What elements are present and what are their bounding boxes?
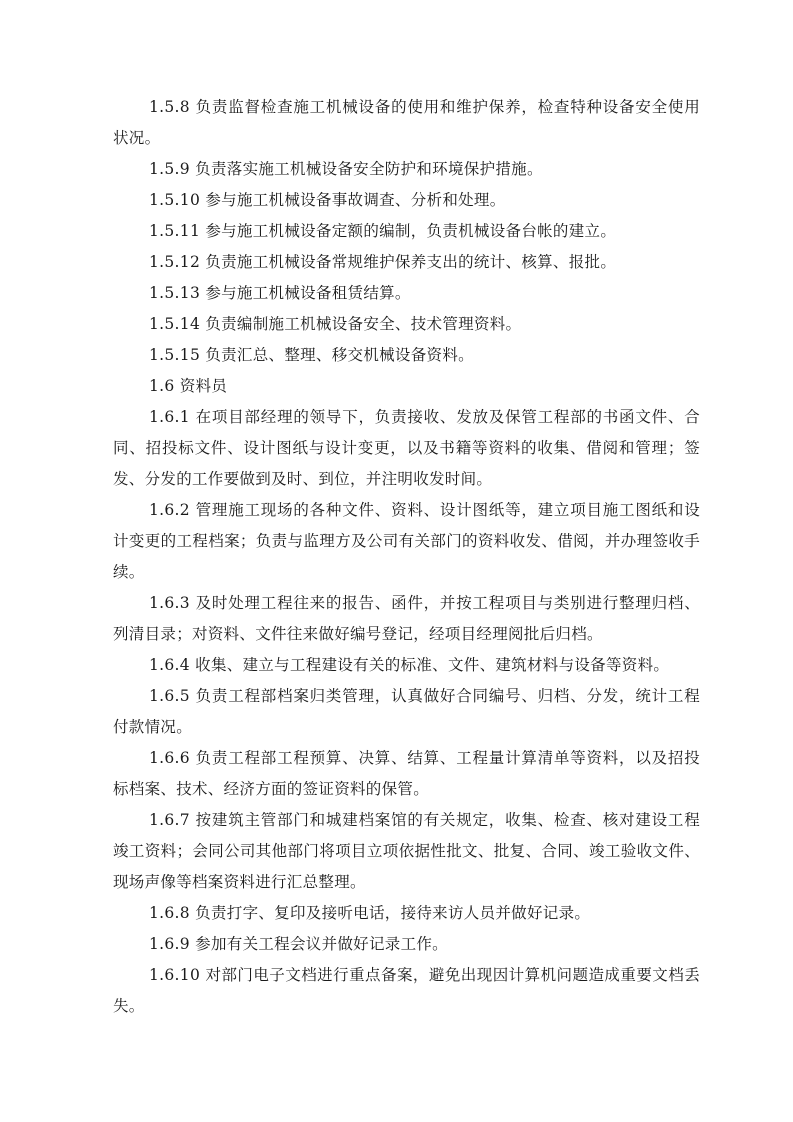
paragraph-1-6-8: 1.6.8 负责打字、复印及接听电话，接待来访人员并做好记录。: [149, 904, 591, 922]
paragraph-1-6-3: 1.6.3 及时处理工程往来的报告、函件，并按工程项目与类别进行整理归档、列清目录；对资料、文件往来做好编号登记，经项目经理阅批后归档。: [113, 594, 700, 643]
paragraph-1-5-8: 1.5.8 负责监督检查施工机械设备的使用和维护保养，检查特种设备安全使用状况。: [113, 98, 700, 147]
paragraph-1-5-9: 1.5.9 负责落实施工机械设备安全防护和环境保护措施。: [149, 160, 543, 178]
paragraph-1-5-13: 1.5.13 参与施工机械设备租赁结算。: [149, 284, 411, 302]
paragraph-1-5-12: 1.5.12 负责施工机械设备常规维护保养支出的统计、核算、报批。: [149, 253, 617, 271]
paragraph-1-6-1: 1.6.1 在项目部经理的领导下，负责接收、发放及保管工程部的书函文件、合同、招投标文件、设计图纸与设计变更，以及书籍等资料的收集、借阅和管理；签发、分发的工作要做到及时、到位，并注明收发时间。: [113, 408, 700, 488]
paragraph-1-5-10: 1.5.10 参与施工机械设备事故调查、分析和处理。: [149, 191, 506, 209]
paragraph-1-6-2: 1.6.2 管理施工现场的各种文件、资料、设计图纸等，建立项目施工图纸和设计变更的工程档案；负责与监理方及公司有关部门的资料收发、借阅，并办理签收手续。: [113, 501, 700, 581]
paragraph-1-6-7: 1.6.7 按建筑主管部门和城建档案馆的有关规定，收集、检查、核对建设工程竣工资料；会同公司其他部门将项目立项依据性批文、批复、合同、竣工验收文件、现场声像等档案资料进行汇总整理。: [113, 811, 700, 891]
paragraph-1-6-6: 1.6.6 负责工程部工程预算、决算、结算、工程量计算清单等资料，以及招投标档案、技术、经济方面的签证资料的保管。: [113, 749, 700, 798]
paragraph-1-5-14: 1.5.14 负责编制施工机械设备安全、技术管理资料。: [149, 315, 522, 333]
paragraph-1-6-5: 1.6.5 负责工程部档案归类管理，认真做好合同编号、归档、分发，统计工程付款情况。: [113, 687, 700, 736]
paragraph-1-5-11: 1.5.11 参与施工机械设备定额的编制，负责机械设备台帐的建立。: [149, 222, 617, 240]
section-heading-1-6: 1.6 资料员: [149, 377, 228, 395]
document-body: [113, 92, 700, 1022]
paragraph-1-5-15: 1.5.15 负责汇总、整理、移交机械设备资料。: [149, 346, 474, 364]
paragraph-1-6-10: 1.6.10 对部门电子文档进行重点备案，避免出现因计算机问题造成重要文档丢失。: [113, 966, 700, 1015]
paragraph-1-6-9: 1.6.9 参加有关工程会议并做好记录工作。: [149, 935, 448, 953]
paragraph-1-6-4: 1.6.4 收集、建立与工程建设有关的标准、文件、建筑材料与设备等资料。: [149, 656, 670, 674]
